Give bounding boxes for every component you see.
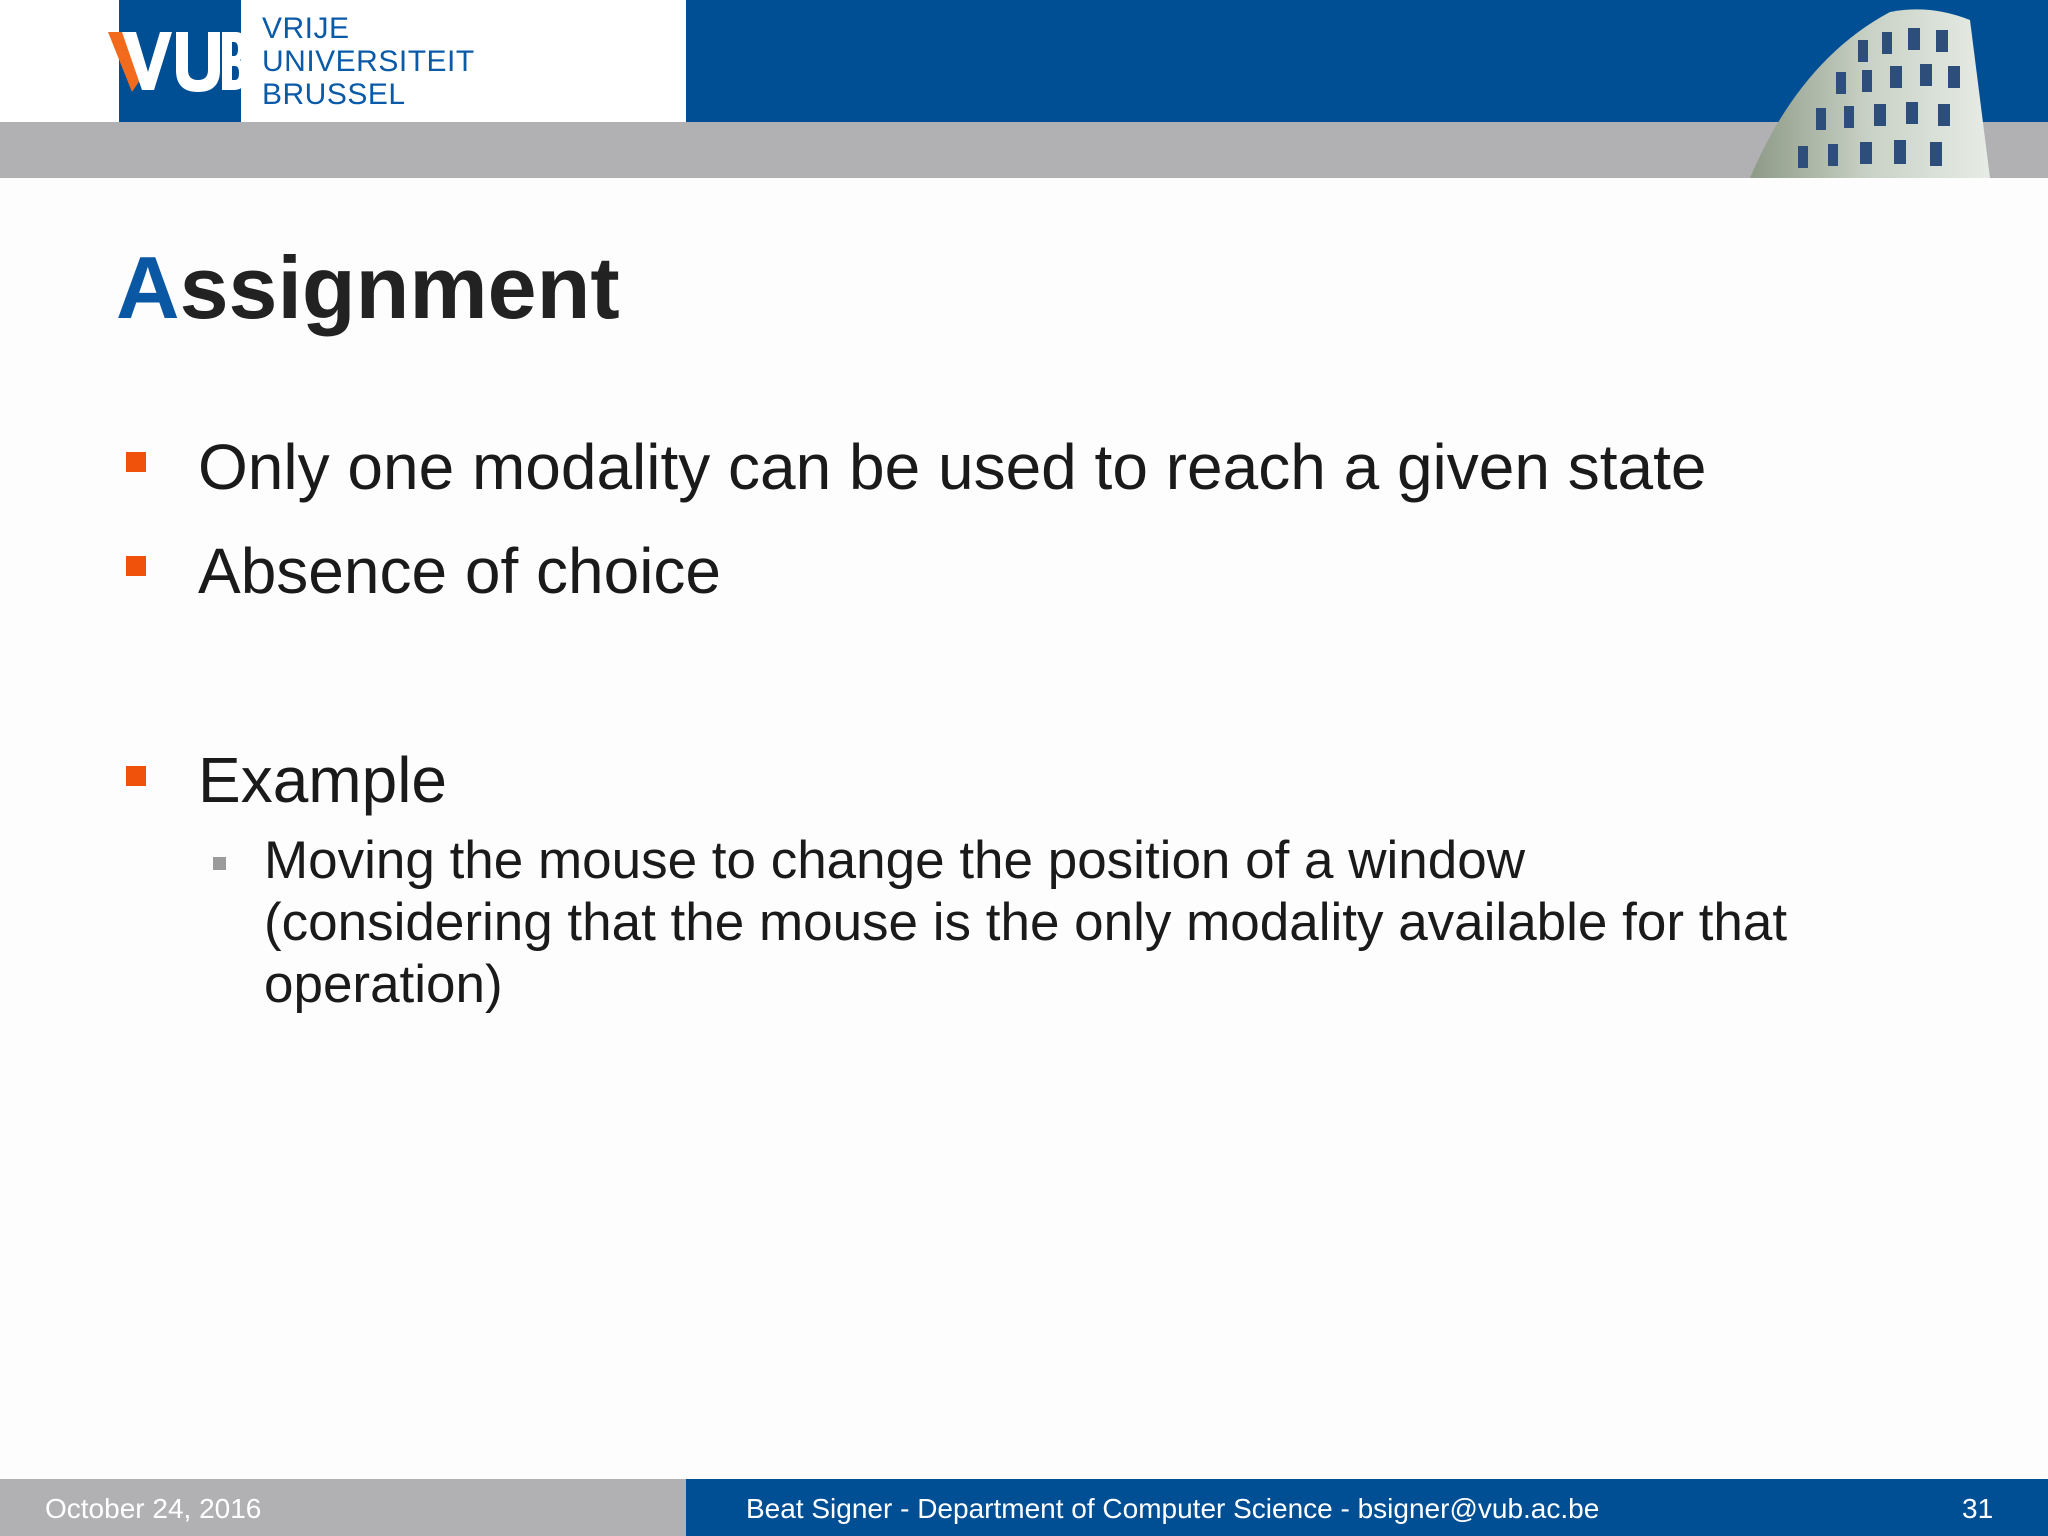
university-name (262, 12, 475, 111)
vub-logo-icon (106, 26, 246, 96)
building-photo (1740, 0, 2000, 178)
bullet-3-text: Example (198, 744, 447, 816)
logo-line-2: UNIVERSITEIT (262, 45, 475, 78)
sub-bullet-text (264, 830, 1914, 1016)
bullet-marker-icon (126, 556, 146, 576)
footer-date: October 24, 2016 (45, 1493, 262, 1524)
sub-bullet-marker-icon (213, 857, 226, 870)
bullet-marker-icon (126, 766, 146, 786)
sub-bullet-line-3: operation) (264, 955, 503, 1014)
logo-line-1: VRIJE (262, 12, 350, 45)
title-first-letter: A (116, 238, 180, 337)
bullet-marker-icon (126, 452, 146, 472)
page-number: 31 (1962, 1493, 1994, 1524)
sub-bullet-line-2: (considering that the mouse is the only modality available for that (264, 893, 1788, 952)
sub-bullet-line-1: Moving the mouse to change the position of a window (264, 831, 1526, 890)
bullet-2-text: Absence of choice (198, 535, 721, 607)
bullet-1-text: Only one modality can be used to reach a given state (198, 431, 1707, 503)
logo-line-3: BRUSSEL (262, 78, 406, 111)
title-rest: ssignment (179, 238, 620, 337)
slide-title (116, 238, 620, 337)
footer-author-info: Beat Signer - Department of Computer Science - bsigner@vub.ac.be (746, 1493, 1600, 1524)
